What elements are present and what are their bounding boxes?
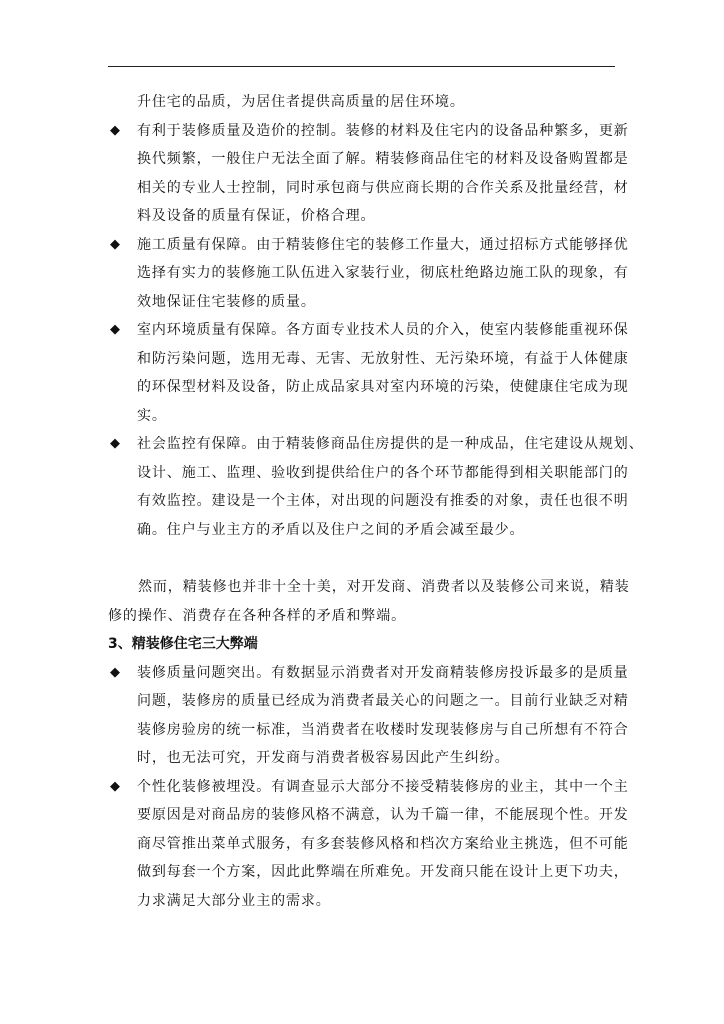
text-line: 做到每套一个方案，因此此弊端在所难免。开发商只能在设计上更下功夫， bbox=[137, 864, 629, 880]
text-line: 装修房验房的统一标准，当消费者在收楼时发现装修房与自己所想有不符合 bbox=[137, 721, 629, 738]
text-line: 设计、施工、监理、验收到提供给住户的各个环节都能得到相关职能部门的 bbox=[137, 464, 629, 481]
text-line: 的环保型材料及设备，防止成品家具对室内环境的污染，使健康住宅成为现 bbox=[137, 379, 629, 395]
text-line: 要原因是对商品房的装修风格不满意，认为千篇一律，不能展现个性。开发 bbox=[137, 807, 629, 823]
text-line: 确。住户与业主方的矛盾以及住户之间的矛盾会减至最少。 bbox=[137, 521, 525, 538]
paragraph-spacer bbox=[108, 544, 615, 573]
text-line: 有效监控。建设是一个主体，对出现的问题没有推委的对象，责任也很不明 bbox=[137, 493, 629, 509]
text-line: 问题，装修房的质量已经成为消费者最关心的问题之一。目前行业缺乏对精 bbox=[137, 693, 629, 709]
text-line: 有利于装修质量及造价的控制。装修的材料及住宅内的设备品种繁多，更新 bbox=[137, 122, 629, 139]
advantage-item-indoor-environment bbox=[108, 316, 629, 430]
header-rule bbox=[108, 66, 615, 67]
text-line: 和防污染问题，选用无毒、无害、无放射性、无污染环境，有益于人体健康 bbox=[137, 350, 629, 367]
continuation-line: 升住宅的品质，为居住者提供高质量的居住环境。 bbox=[137, 94, 465, 110]
body-paragraph bbox=[108, 573, 630, 630]
diamond-bullet-icon: ◆ bbox=[110, 778, 120, 794]
disadvantage-item-decoration-quality bbox=[108, 659, 629, 773]
text-line: 然而，精装修也并非十全十美，对开发商、消费者以及装修公司来说，精装 bbox=[138, 579, 630, 595]
advantage-item-social-supervision bbox=[108, 430, 644, 544]
text-line: 力求满足大部分业主的需求。 bbox=[137, 892, 331, 909]
document-page bbox=[108, 88, 644, 915]
advantage-item-quality-cost bbox=[108, 117, 629, 231]
advantage-item-construction-quality bbox=[108, 231, 629, 317]
text-line: 商尽管推出菜单式服务，有多套装修风格和档次方案给业主挑选，但不可能 bbox=[137, 835, 629, 852]
text-line: 时，也无法可究，开发商与消费者极容易因此产生纠纷。 bbox=[137, 750, 510, 766]
diamond-bullet-icon: ◆ bbox=[110, 664, 120, 680]
diamond-bullet-icon: ◆ bbox=[110, 436, 120, 451]
diamond-bullet-icon: ◆ bbox=[110, 236, 120, 252]
text-line: 社会监控有保障。由于精装修商品住房提供的是一种成品，住宅建设从规划、 bbox=[137, 436, 644, 452]
diamond-bullet-icon: ◆ bbox=[110, 322, 120, 337]
text-line: 修的操作、消费存在各种各样的矛盾和弊端。 bbox=[108, 607, 406, 624]
disadvantage-item-personalization bbox=[108, 773, 629, 916]
disadvantages-list bbox=[108, 659, 629, 916]
text-line: 装修质量问题突出。有数据显示消费者对开发商精装修房投诉最多的是质量 bbox=[137, 664, 629, 681]
text-line: 实。 bbox=[137, 407, 167, 424]
text-line: 室内环境质量有保障。各方面专业技术人员的介入，使室内装修能重视环保 bbox=[137, 322, 629, 338]
section-heading: 3、精装修住宅三大弊端 bbox=[108, 636, 258, 652]
text-line: 料及设备的质量有保证，价格合理。 bbox=[137, 208, 376, 224]
text-line: 换代频繁，一般住户无法全面了解。精装修商品住宅的材料及设备购置都是 bbox=[137, 151, 629, 167]
diamond-bullet-icon: ◆ bbox=[110, 122, 120, 138]
advantages-list bbox=[108, 117, 644, 545]
text-line: 选择有实力的装修施工队伍进入家装行业，彻底杜绝路边施工队的现象，有 bbox=[137, 265, 629, 281]
text-line: 施工质量有保障。由于精装修住宅的装修工作量大，通过招标方式能够择优 bbox=[137, 236, 629, 253]
text-line: 效地保证住宅装修的质量。 bbox=[137, 293, 316, 310]
text-line: 相关的专业人士控制，同时承包商与供应商长期的合作关系及批量经营，材 bbox=[137, 179, 629, 196]
text-line: 个性化装修被埋没。有调查显示大部分不接受精装修房的业主，其中一个主 bbox=[137, 778, 629, 795]
